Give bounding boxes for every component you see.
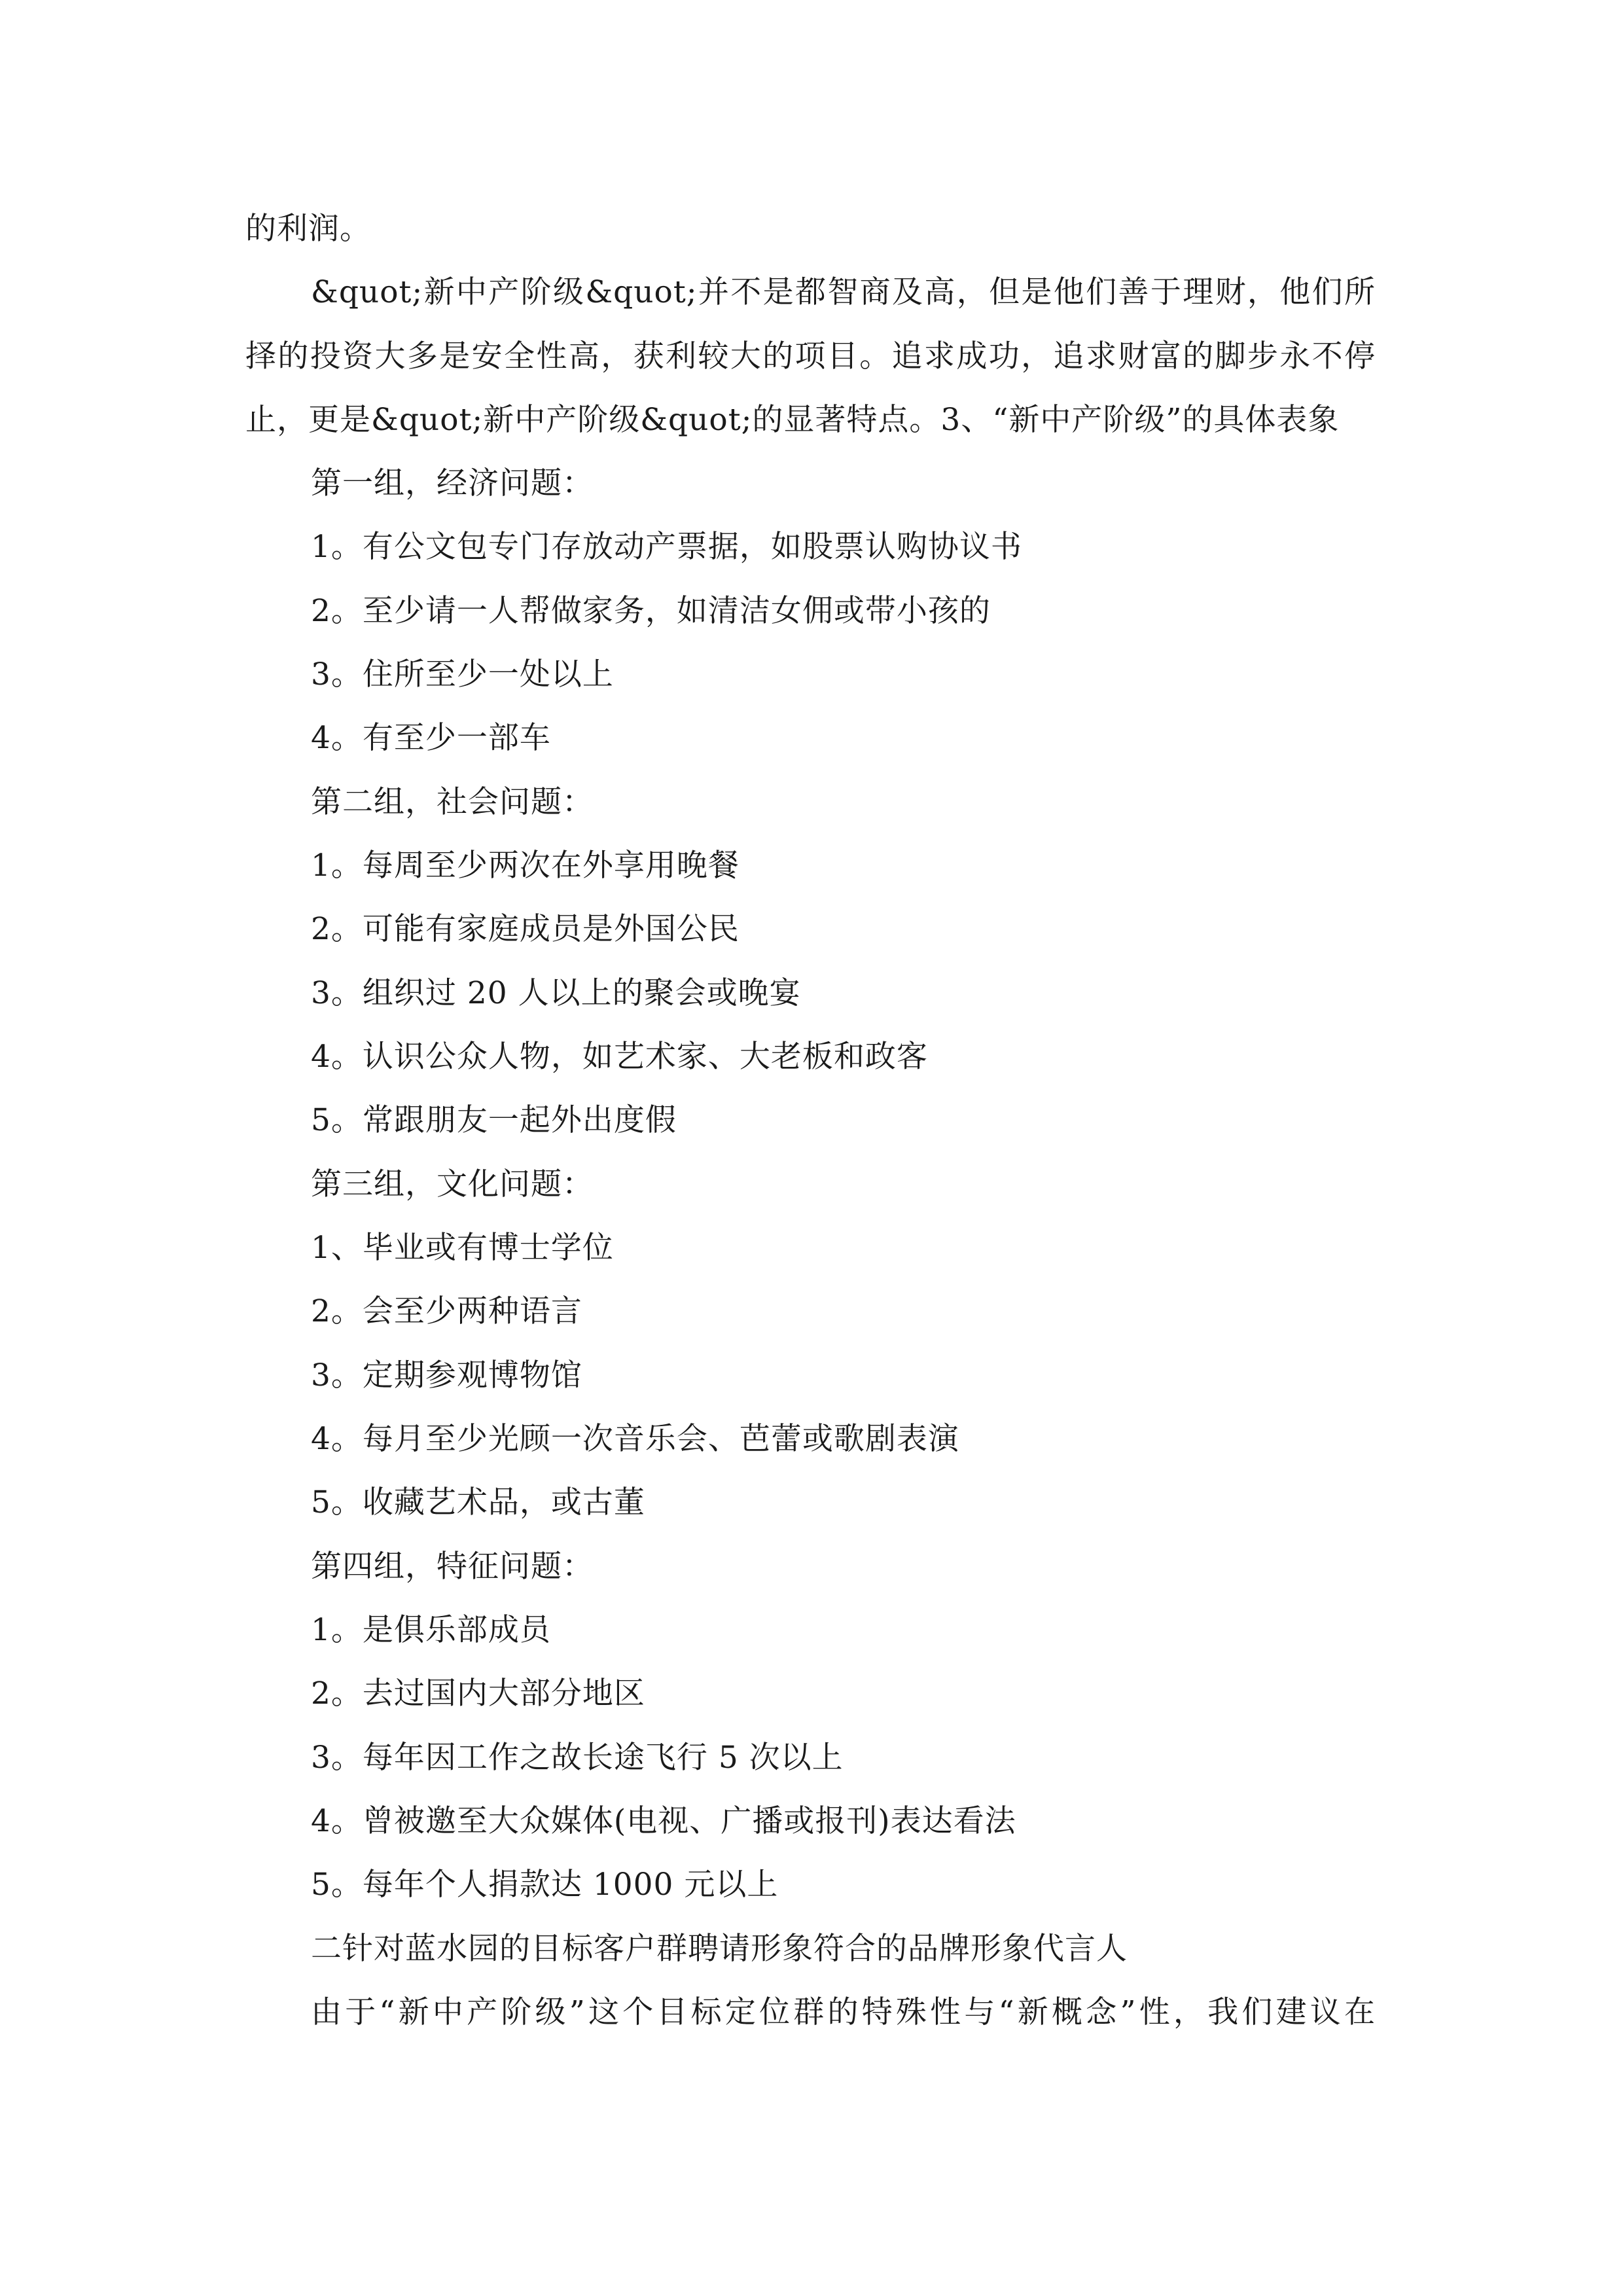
list-item: 2。可能有家庭成员是外国公民 <box>311 911 740 947</box>
list-item: 1、毕业或有博士学位 <box>311 1230 614 1266</box>
list-item: 3。组织过 20 人以上的聚会或晚宴 <box>311 975 801 1011</box>
list-item: 4。每月至少光顾一次音乐会、芭蕾或歌剧表演 <box>311 1421 959 1457</box>
section-heading: 第三组，文化问题： <box>311 1166 594 1202</box>
list-item: 4。有至少一部车 <box>311 720 551 756</box>
section-heading: 二针对蓝水园的目标客户群聘请形象符合的品牌形象代言人 <box>311 1931 1128 1967</box>
section-heading: 第一组，经济问题： <box>311 465 594 501</box>
list-item: 4。认识公众人物，如艺术家、大老板和政客 <box>311 1039 928 1075</box>
list-item: 1。是俱乐部成员 <box>311 1612 551 1648</box>
text-line: 止，更是&quot;新中产阶级&quot;的显著特点。3、“新中产阶级”的具体表象 <box>245 402 1340 438</box>
text-line: 的利润。 <box>245 211 371 247</box>
text-line: 由于“新中产阶级”这个目标定位群的特殊性与“新概念”性，我们建议在 <box>311 1994 1376 2030</box>
list-item: 3。住所至少一处以上 <box>311 656 614 692</box>
list-item: 2。会至少两种语言 <box>311 1293 582 1329</box>
list-item: 4。曾被邀至大众媒体(电视、广播或报刊)表达看法 <box>311 1803 1016 1839</box>
list-item: 5。收藏艺术品，或古董 <box>311 1484 645 1520</box>
text-line: 择的投资大多是安全性高，获利较大的项目。追求成功，追求财富的脚步永不停 <box>245 338 1376 374</box>
section-heading: 第二组，社会问题： <box>311 784 594 820</box>
text-line: &quot;新中产阶级&quot;并不是都智商及高，但是他们善于理财，他们所 <box>311 274 1376 310</box>
list-item: 3。每年因工作之故长途飞行 5 次以上 <box>311 1740 844 1776</box>
list-item: 2。至少请一人帮做家务，如清洁女佣或带小孩的 <box>311 593 991 629</box>
list-item: 1。有公文包专门存放动产票据，如股票认购协议书 <box>311 529 1022 565</box>
section-heading: 第四组，特征问题： <box>311 1549 594 1585</box>
list-item: 5。每年个人捐款达 1000 元以上 <box>311 1867 779 1903</box>
list-item: 2。去过国内大部分地区 <box>311 1676 645 1712</box>
list-item: 5。常跟朋友一起外出度假 <box>311 1102 677 1138</box>
list-item: 1。每周至少两次在外享用晚餐 <box>311 848 740 884</box>
list-item: 3。定期参观博物馆 <box>311 1357 582 1393</box>
